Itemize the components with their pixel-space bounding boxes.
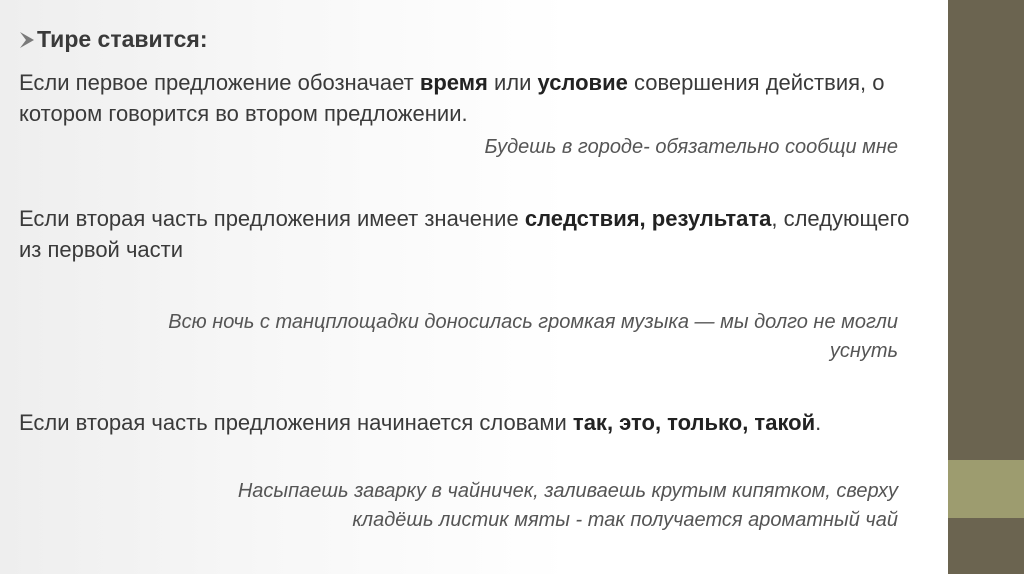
heading-text: Тире ставится: bbox=[37, 26, 208, 52]
example-2-line-2: уснуть bbox=[829, 340, 898, 362]
rule-1-text-mid: или bbox=[487, 70, 538, 95]
rule-3-keywords: так, это, только, такой bbox=[572, 410, 816, 435]
rule-paragraph-1 bbox=[19, 67, 919, 129]
example-3 bbox=[238, 477, 898, 535]
rule-2-text-after: , следующего из первой части bbox=[19, 206, 910, 262]
example-3-line-2: кладёшь листик мяты - так получается ароматный чай bbox=[352, 509, 898, 531]
example-3-line-1: Насыпаешь заварку в чайничек, заливаешь крутым кипятком, сверху bbox=[237, 480, 898, 502]
slide-heading bbox=[19, 26, 208, 53]
rule-3-text-before: Если вторая часть предложения начинается словами bbox=[19, 410, 573, 435]
rule-paragraph-2 bbox=[19, 203, 919, 265]
rule-3-text-after: . bbox=[815, 410, 822, 435]
rule-paragraph-3 bbox=[19, 407, 919, 438]
rule-1-text-before: Если первое предложение обозначает bbox=[19, 70, 420, 95]
rule-1-text-after: совершения действия, о котором говорится во втором предложении. bbox=[19, 70, 885, 126]
example-2 bbox=[168, 308, 898, 366]
rule-2-text-before: Если вторая часть предложения имеет значение bbox=[19, 206, 525, 231]
example-1 bbox=[485, 133, 899, 162]
example-2-line-1: Всю ночь с танцплощадки доносилась громкая музыка — мы долго не могли bbox=[168, 311, 898, 333]
example-1-line-1: Будешь в городе- обязательно сообщи мне bbox=[484, 136, 898, 158]
sidebar-accent-block bbox=[948, 460, 1024, 518]
rule-1-keyword-time: время bbox=[419, 70, 488, 95]
rule-2-keyword: следствия, результата bbox=[524, 206, 772, 231]
rule-1-keyword-condition: условие bbox=[537, 70, 628, 95]
arrowhead-bullet-icon bbox=[19, 31, 35, 49]
